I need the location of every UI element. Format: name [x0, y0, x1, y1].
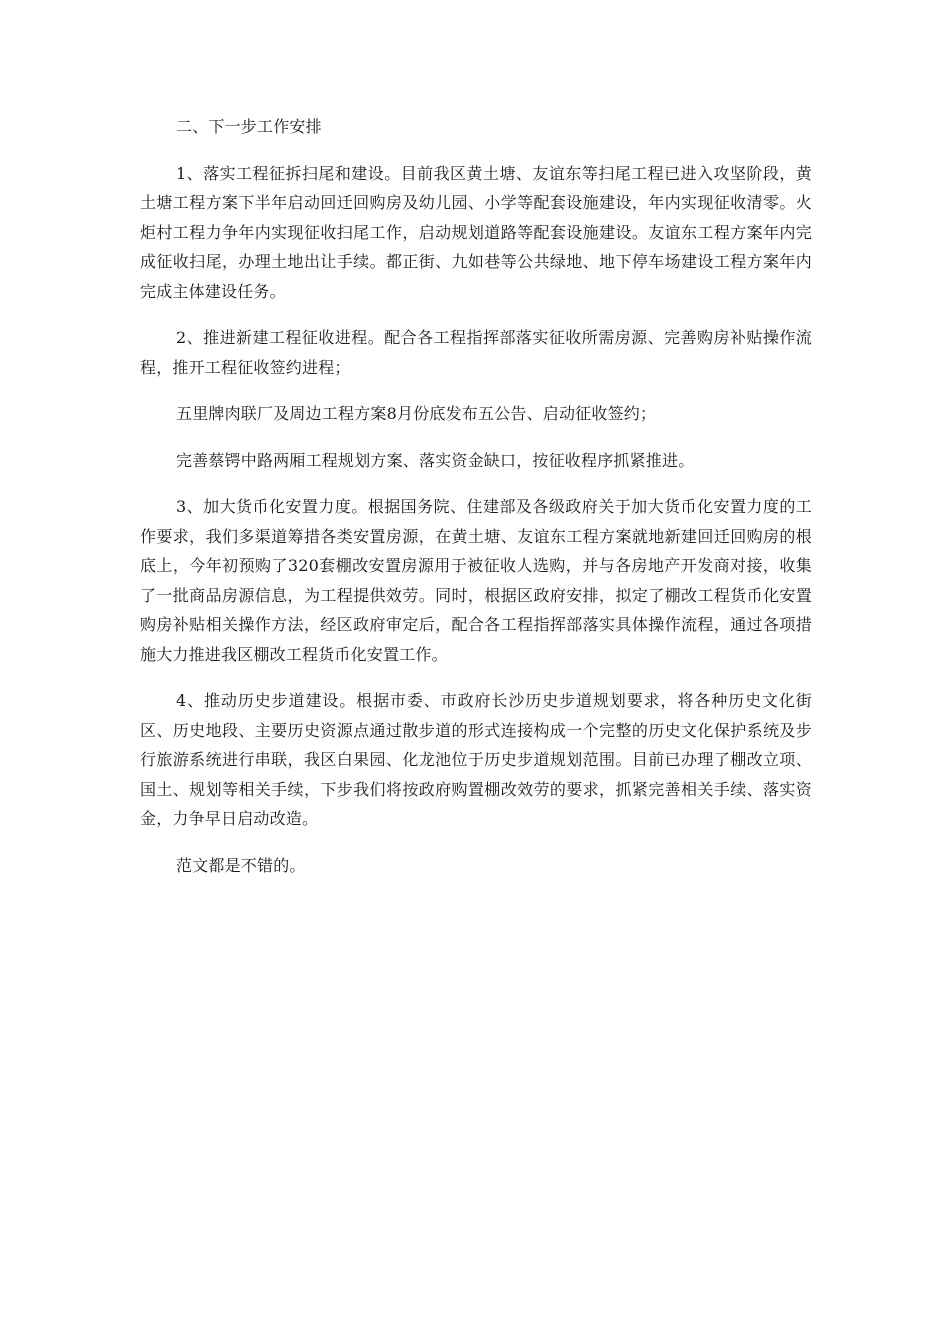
paragraph-item-2: 2、推进新建工程征收进程。配合各工程指挥部落实征收所需房源、完善购房补贴操作流程，推开工程征收签约进程；: [140, 328, 812, 377]
section-heading: 二、下一步工作安排: [176, 117, 322, 136]
paragraph-item-3: 3、加大货币化安置力度。根据国务院、住建部及各级政府关于加大货币化安置力度的工作要求，我们多渠道筹措各类安置房源，在黄土塘、友谊东工程方案就地新建回迁回购房的根底上，今年初预购了320套棚改安置房源用于被征收人选购，并与各房地产开发商对接，收集了一批商品房源信息，为工程提供效劳。同时，根据区政府安排，拟定了棚改工程货币化安置购房补贴相关操作方法，经区政府审定后，配合各工程指挥部落实具体操作流程，通过各项措施大力推进我区棚改工程货币化安置工作。: [140, 497, 812, 664]
closing-remark: 范文都是不错的。: [176, 855, 306, 875]
document-body: [140, 112, 812, 897]
paragraph-item-4: 4、推动历史步道建设。根据市委、市政府长沙历史步道规划要求，将各种历史文化街区、历史地段、主要历史资源点通过散步道的形式连接构成一个完整的历史文化保护系统及步行旅游系统进行串联，我区白果园、化龙池位于历史步道规划范围。目前已办理了棚改立项、国土、规划等相关手续，下步我们将按政府购置棚改效劳的要求，抓紧完善相关手续、落实资金，力争早日启动改造。: [140, 691, 812, 828]
paragraph-item-1: 1、落实工程征拆扫尾和建设。目前我区黄土塘、友谊东等扫尾工程已进入攻坚阶段，黄土塘工程方案下半年启动回迁回购房及幼儿园、小学等配套设施建设，年内实现征收清零。火炬村工程力争年内实现征收扫尾工作，启动规划道路等配套设施建设。友谊东工程方案年内完成征收扫尾，办理土地出让手续。都正街、九如巷等公共绿地、地下停车场建设工程方案年内完成主体建设任务。: [140, 163, 812, 301]
paragraph-caie-road: 完善蔡锷中路两厢工程规划方案、落实资金缺口，按征收程序抓紧推进。: [176, 450, 695, 470]
paragraph-wulipai: 五里牌肉联厂及周边工程方案8月份底发布五公告、启动征收签约；: [176, 404, 657, 423]
